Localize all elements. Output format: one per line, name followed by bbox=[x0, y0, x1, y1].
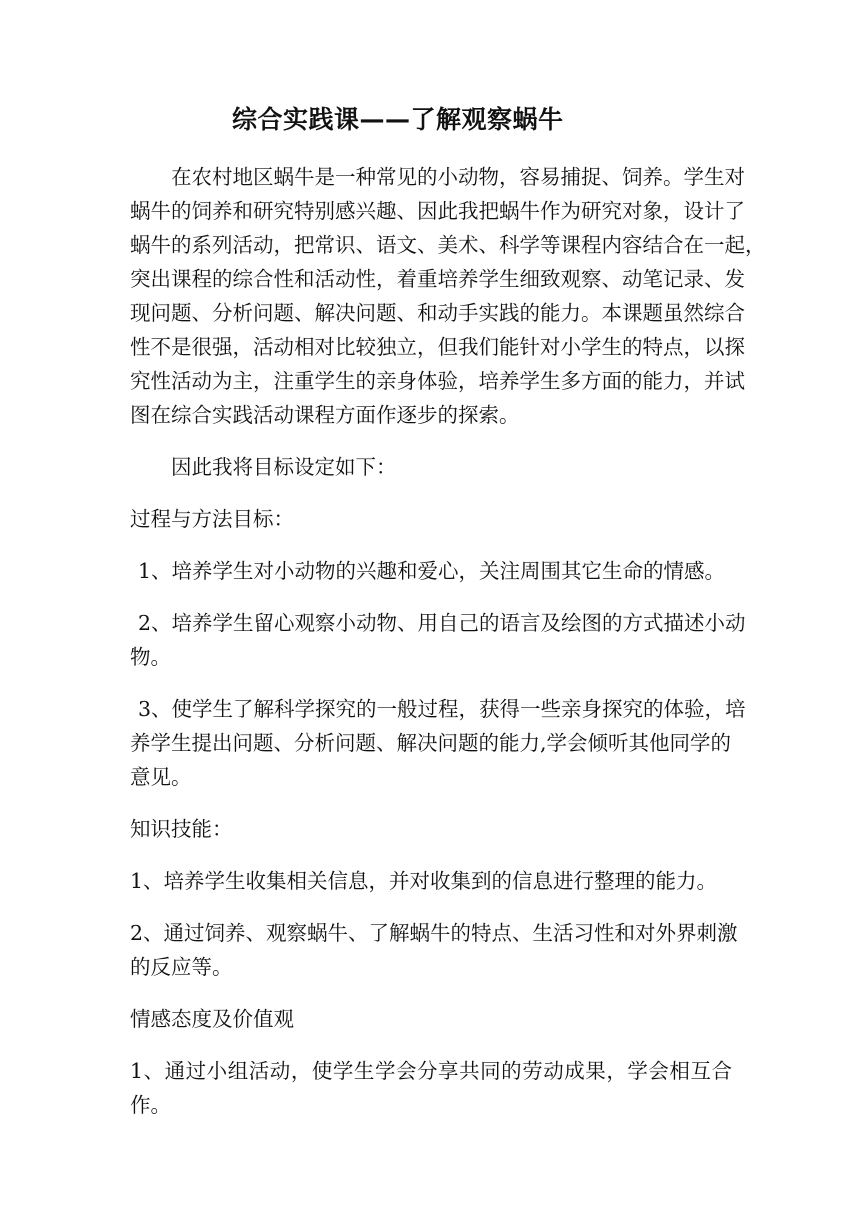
intro-line: 在农村地区蜗牛是一种常见的小动物，容易捕捉、饲养。学生对 bbox=[171, 165, 745, 189]
process-heading: 过程与方法目标： bbox=[130, 507, 294, 531]
intro-line: 蜗牛的饲养和研究特别感兴趣、因此我把蜗牛作为研究对象，设计了 bbox=[130, 199, 745, 223]
knowledge-item-1: 1、培养学生收集相关信息，并对收集到的信息进行整理的能力。 bbox=[130, 869, 718, 893]
process-item-3-line: 养学生提出问题、分析问题、解决问题的能力,学会倾听其他同学的 bbox=[130, 731, 732, 755]
intro-line: 究性活动为主，注重学生的亲身体验，培养学生多方面的能力，并试 bbox=[130, 369, 745, 393]
goal-intro-paragraph: 因此我将目标设定如下： bbox=[171, 455, 397, 479]
process-item-2-line: 2、培养学生留心观察小动物、用自己的语言及绘图的方式描述小动 bbox=[138, 611, 746, 635]
attitude-heading: 情感态度及价值观 bbox=[130, 1007, 294, 1031]
process-item-1: 1、培养学生对小动物的兴趣和爱心，关注周围其它生命的情感。 bbox=[138, 559, 726, 583]
attitude-item-1: 1、通过小组活动，使学生学会分享共同的劳动成果，学会相互合作。 bbox=[130, 1059, 732, 1117]
intro-line: 突出课程的综合性和活动性，着重培养学生细致观察、动笔记录、发 bbox=[130, 267, 745, 291]
process-item-2 bbox=[130, 606, 746, 674]
intro-line: 现问题、分析问题、解决问题、和动手实践的能力。本课题虽然综合 bbox=[130, 301, 745, 325]
intro-line: 图在综合实践活动课程方面作逐步的探索。 bbox=[130, 403, 520, 427]
knowledge-item-2-line: 的反应等。 bbox=[130, 955, 233, 979]
intro-line: 性不是很强，活动相对比较独立，但我们能针对小学生的特点，以探 bbox=[130, 335, 745, 359]
knowledge-item-2-line: 2、通过饲养、观察蜗牛、了解蜗牛的特点、生活习性和对外界刺激 bbox=[130, 921, 738, 945]
process-item-3-line: 3、使学生了解科学探究的一般过程，获得一些亲身探究的体验，培 bbox=[138, 697, 746, 721]
knowledge-heading: 知识技能： bbox=[130, 817, 233, 841]
intro-line: 蜗牛的系列活动，把常识、语文、美术、科学等课程内容结合在一起， bbox=[130, 233, 766, 257]
intro-paragraph bbox=[130, 160, 766, 432]
document-page bbox=[130, 100, 766, 1140]
process-item-3-line: 意见。 bbox=[130, 765, 192, 789]
knowledge-item-2 bbox=[130, 916, 738, 984]
process-item-3 bbox=[130, 692, 746, 794]
document-title: 综合实践课——了解观察蜗牛 bbox=[232, 105, 564, 134]
process-item-2-line: 物。 bbox=[130, 645, 171, 669]
